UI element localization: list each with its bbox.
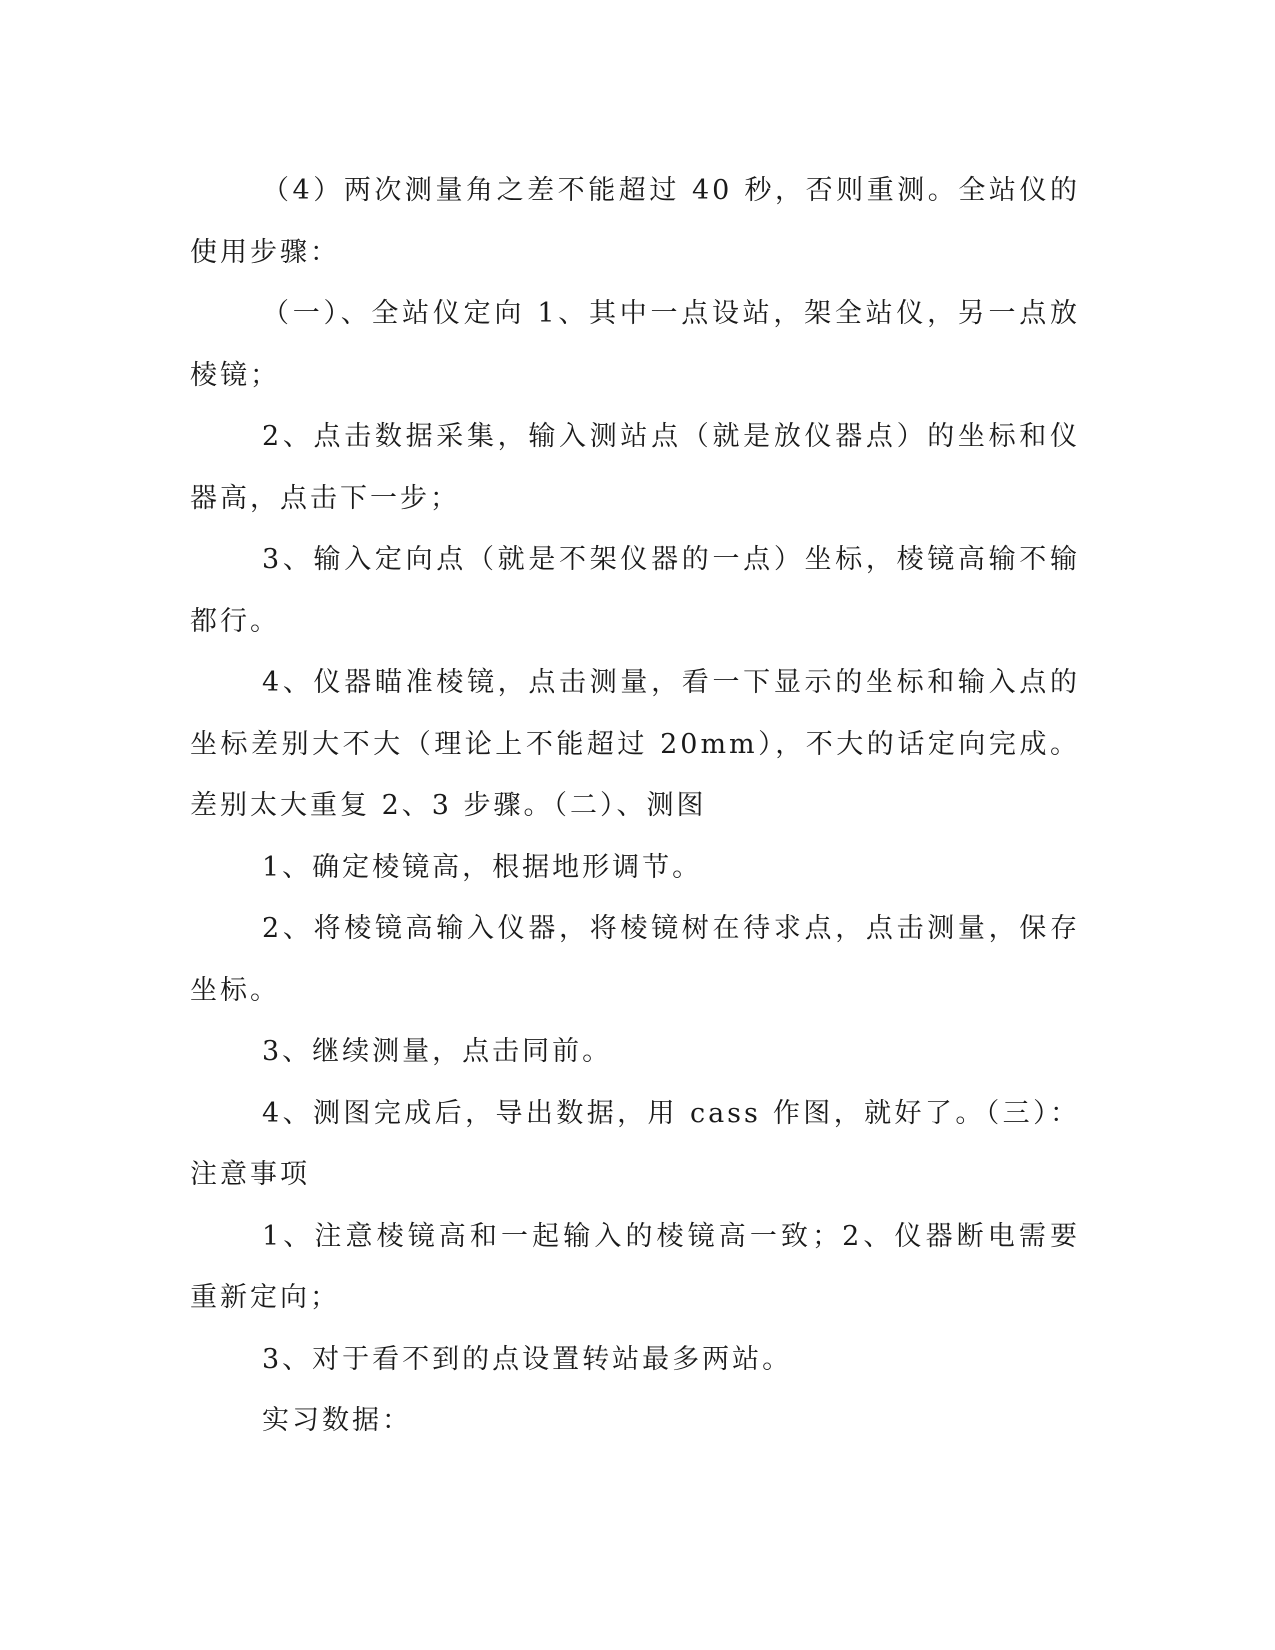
paragraph-total-station-intro: （4）两次测量角之差不能超过 40 秒，否则重测。全站仪的使用步骤： (190, 175, 1080, 268)
paragraph-notes-3: 3、对于看不到的点设置转站最多两站。 (262, 1343, 793, 1375)
paragraph-notes-1-2: 1、注意棱镜高和一起输入的棱镜高一致；2、仪器断电需要重新定向； (190, 1220, 1080, 1313)
paragraph-mapping-step-4: 4、测图完成后，导出数据，用 cass 作图，就好了。（三）：注意事项 (190, 1097, 1080, 1190)
paragraph-orientation-step-3: 3、输入定向点（就是不架仪器的一点）坐标，棱镜高输不输都行。 (190, 544, 1080, 637)
paragraph-mapping-step-2: 2、将棱镜高输入仪器，将棱镜树在待求点，点击测量，保存坐标。 (190, 913, 1080, 1006)
paragraph-mapping-step-1: 1、确定棱镜高，根据地形调节。 (262, 851, 703, 883)
paragraph-mapping-step-3: 3、继续测量，点击同前。 (262, 1036, 613, 1067)
paragraph-orientation-step-1: （一）、全站仪定向 1、其中一点设站，架全站仪，另一点放棱镜； (190, 298, 1080, 391)
document-body (190, 160, 1080, 1452)
paragraph-practice-data-heading: 实习数据： (262, 1405, 412, 1436)
paragraph-orientation-step-2: 2、点击数据采集，输入测站点（就是放仪器点）的坐标和仪器高，点击下一步； (190, 421, 1080, 514)
paragraph-orientation-step-4: 4、仪器瞄准棱镜，点击测量，看一下显示的坐标和输入点的坐标差别大不大（理论上不能超过 20mm），不大的话定向完成。差别太大重复 2、3 步骤。（二）、测图 (190, 667, 1080, 821)
